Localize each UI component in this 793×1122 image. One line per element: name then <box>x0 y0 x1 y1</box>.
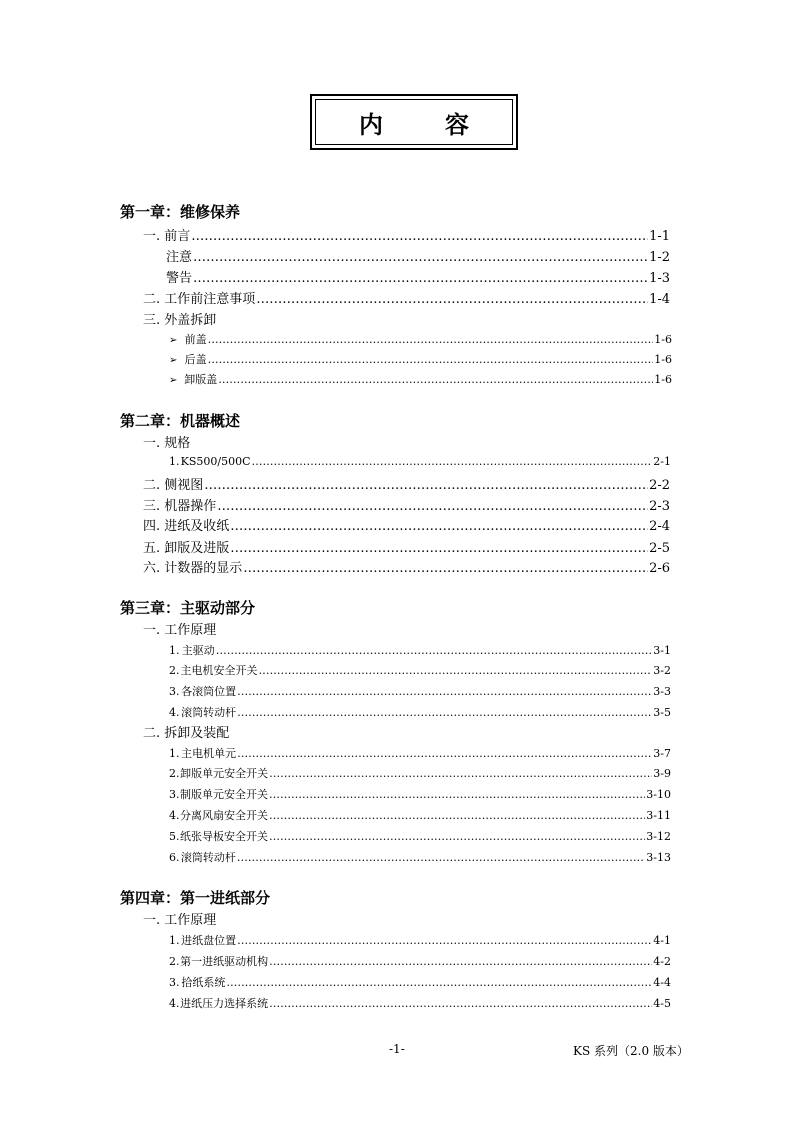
toc-entry-label: 进纸盘位置 <box>181 934 237 947</box>
toc-entry[interactable] <box>143 557 670 576</box>
toc-entry[interactable] <box>143 432 190 451</box>
toc-entry-label: 主驱动 <box>181 644 215 657</box>
toc-entry-page: 2-3 <box>649 499 670 514</box>
toc-entry-number: 2. <box>169 664 180 677</box>
toc-entry-page: 2-4 <box>649 519 670 534</box>
toc-entry-page: 3-9 <box>653 767 671 780</box>
toc-entry-page: 3-5 <box>653 706 671 719</box>
toc-entry-label: 拾纸系统 <box>181 976 226 989</box>
toc-leader-dots <box>237 934 652 947</box>
toc-entry[interactable] <box>169 807 671 823</box>
toc-entry-label: 五. 卸版及进版 <box>143 541 230 556</box>
toc-leader-dots <box>218 373 653 386</box>
toc-entry[interactable] <box>169 765 671 781</box>
toc-entry-label: 二. 工作前注意事项 <box>143 292 256 307</box>
toc-leader-dots <box>217 499 648 514</box>
toc-entry-label: 一. 工作原理 <box>143 623 217 638</box>
toc-entry-label: 进纸压力选择系统 <box>180 997 269 1010</box>
toc-entry[interactable] <box>169 331 672 347</box>
toc-entry-page: 2-2 <box>649 478 670 493</box>
toc-leader-dots <box>208 353 654 366</box>
toc-entry[interactable] <box>143 474 670 493</box>
toc-entry-label: 前盖 <box>184 333 207 346</box>
toc-entry-number: 1. <box>169 747 180 760</box>
toc-entry-number: 1. <box>169 455 180 468</box>
toc-entry-label: 各滚筒位置 <box>181 685 237 698</box>
toc-entry-label: 纸张导板安全开关 <box>179 830 268 843</box>
toc-entry-label: 六. 计数器的显示 <box>143 561 243 576</box>
toc-leader-dots <box>237 706 652 719</box>
toc-entry-label: 主电机单元 <box>181 747 237 760</box>
toc-leader-dots <box>252 455 653 468</box>
toc-entry-label: KS500/500C <box>180 455 251 468</box>
toc-entry-number: 3. <box>169 685 180 698</box>
toc-entry-page: 3-13 <box>646 851 671 864</box>
contents-title-box <box>310 94 518 150</box>
toc-entry[interactable] <box>169 828 671 844</box>
toc-entry[interactable] <box>143 225 670 244</box>
toc-entry[interactable] <box>169 455 671 468</box>
toc-entry-label: 第一进纸驱动机构 <box>180 955 269 968</box>
toc-leader-dots <box>258 664 652 677</box>
toc-entry-page: 4-1 <box>653 934 671 947</box>
toc-leader-dots <box>237 747 652 760</box>
toc-entry-label: 滚筒转动杆 <box>180 851 236 864</box>
toc-entry-label: 主电机安全开关 <box>180 664 258 677</box>
toc-entry-number: 2. <box>169 955 180 968</box>
toc-entry-page: 1-6 <box>654 373 672 386</box>
toc-leader-dots <box>237 851 645 864</box>
toc-entry-page: 1-6 <box>654 353 672 366</box>
toc-entry[interactable] <box>169 642 671 658</box>
toc-leader-dots <box>269 997 652 1010</box>
toc-entry[interactable] <box>143 619 216 638</box>
toc-entry-number: 5. <box>169 830 180 843</box>
chapter-heading: 第二章：机器概述 <box>120 412 241 430</box>
toc-entry-label: 一. 工作原理 <box>143 913 217 928</box>
toc-entry-number: 3. <box>169 976 180 989</box>
toc-leader-dots <box>193 271 648 286</box>
toc-entry-number: 6. <box>169 851 180 864</box>
toc-leader-dots <box>237 685 652 698</box>
toc-entry-number: 1. <box>169 934 180 947</box>
toc-entry[interactable] <box>169 745 671 761</box>
toc-leader-dots <box>269 955 652 968</box>
toc-entry-label: 卸版单元安全开关 <box>180 767 269 780</box>
toc-entry-label: 三. 机器操作 <box>143 499 217 514</box>
toc-entry[interactable] <box>169 786 671 802</box>
toc-entry-page: 4-2 <box>653 955 671 968</box>
toc-entry[interactable] <box>143 288 670 307</box>
toc-entry-label: 三. 外盖拆卸 <box>143 313 217 328</box>
toc-entry[interactable] <box>169 683 671 699</box>
toc-leader-dots <box>216 644 653 657</box>
toc-entry-page: 2-6 <box>649 561 670 576</box>
toc-entry[interactable] <box>169 974 671 990</box>
toc-entry-page: 1-2 <box>649 250 670 265</box>
bullet-arrow-icon: ➢ <box>169 355 178 366</box>
toc-leader-dots <box>193 250 648 265</box>
toc-entry-label: 分离风扇安全开关 <box>179 809 268 822</box>
toc-entry-page: 3-12 <box>646 830 671 843</box>
toc-entry[interactable] <box>143 495 670 514</box>
toc-entry-page: 1-3 <box>649 271 670 286</box>
toc-entry-page: 2-1 <box>653 455 671 468</box>
toc-entry-number: 4. <box>169 706 180 719</box>
toc-entry[interactable] <box>169 849 671 865</box>
chapter-heading: 第三章：主驱动部分 <box>120 599 256 617</box>
toc-entry[interactable] <box>169 371 672 387</box>
toc-entry[interactable] <box>166 267 670 286</box>
toc-entry-page: 3-11 <box>646 809 671 822</box>
toc-entry-label: 警告 <box>166 271 193 286</box>
toc-leader-dots <box>269 767 652 780</box>
toc-entry[interactable] <box>169 932 671 948</box>
toc-entry[interactable] <box>169 953 671 969</box>
toc-entry-label: 一. 规格 <box>143 436 191 451</box>
page-number: -1- <box>389 1042 405 1056</box>
toc-entry-page: 1-4 <box>649 292 670 307</box>
toc-leader-dots <box>256 292 648 307</box>
toc-entry-number: 3. <box>169 788 180 801</box>
toc-entry-number: 2. <box>169 767 180 780</box>
toc-entry[interactable] <box>169 995 671 1011</box>
toc-entry[interactable] <box>143 722 229 741</box>
bullet-arrow-icon: ➢ <box>169 335 178 346</box>
toc-entry-page: 2-5 <box>649 541 670 556</box>
toc-entry-label: 滚筒转动杆 <box>181 706 237 719</box>
toc-leader-dots <box>269 809 645 822</box>
toc-entry-label: 注意 <box>166 250 193 265</box>
toc-entry[interactable] <box>169 662 671 678</box>
document-series: KS 系列（2.0 版本） <box>573 1044 689 1058</box>
toc-leader-dots <box>230 519 648 534</box>
toc-entry-label: 二. 侧视图 <box>143 478 204 493</box>
toc-leader-dots <box>204 478 648 493</box>
contents-title: 内 容 <box>315 99 513 145</box>
toc-entry-page: 3-2 <box>653 664 671 677</box>
toc-entry-label: 后盖 <box>184 353 207 366</box>
toc-entry-page: 4-5 <box>653 997 671 1010</box>
toc-leader-dots <box>230 541 648 556</box>
chapter-heading: 第四章：第一进纸部分 <box>120 889 271 907</box>
toc-entry[interactable] <box>143 537 670 556</box>
toc-entry[interactable] <box>166 246 670 265</box>
toc-entry-page: 3-10 <box>646 788 671 801</box>
toc-entry-label: 二. 拆卸及装配 <box>143 726 230 741</box>
toc-entry-label: 卸版盖 <box>184 373 218 386</box>
toc-entry[interactable] <box>143 909 216 928</box>
toc-leader-dots <box>191 229 648 244</box>
toc-entry-page: 3-7 <box>653 747 671 760</box>
toc-entry-number: 1. <box>169 644 180 657</box>
toc-entry-page: 3-1 <box>653 644 671 657</box>
toc-entry-page: 1-6 <box>654 333 672 346</box>
toc-entry-page: 3-3 <box>653 685 671 698</box>
toc-entry-page: 1-1 <box>649 229 670 244</box>
chapter-heading: 第一章：维修保养 <box>120 203 241 221</box>
toc-leader-dots <box>269 788 645 801</box>
toc-entry-label: 一. 前言 <box>143 229 191 244</box>
toc-entry[interactable] <box>169 351 672 367</box>
toc-entry-label: 制版单元安全开关 <box>179 788 268 801</box>
bullet-arrow-icon: ➢ <box>169 375 178 386</box>
toc-leader-dots <box>269 830 645 843</box>
toc-leader-dots <box>208 333 654 346</box>
toc-entry-number: 4. <box>169 997 180 1010</box>
toc-leader-dots <box>226 976 652 989</box>
toc-leader-dots <box>243 561 648 576</box>
toc-entry-number: 4. <box>169 809 180 822</box>
toc-entry[interactable] <box>143 515 670 534</box>
toc-entry[interactable] <box>169 704 671 720</box>
toc-entry[interactable] <box>143 309 216 328</box>
toc-entry-page: 4-4 <box>653 976 671 989</box>
toc-entry-label: 四. 进纸及收纸 <box>143 519 230 534</box>
